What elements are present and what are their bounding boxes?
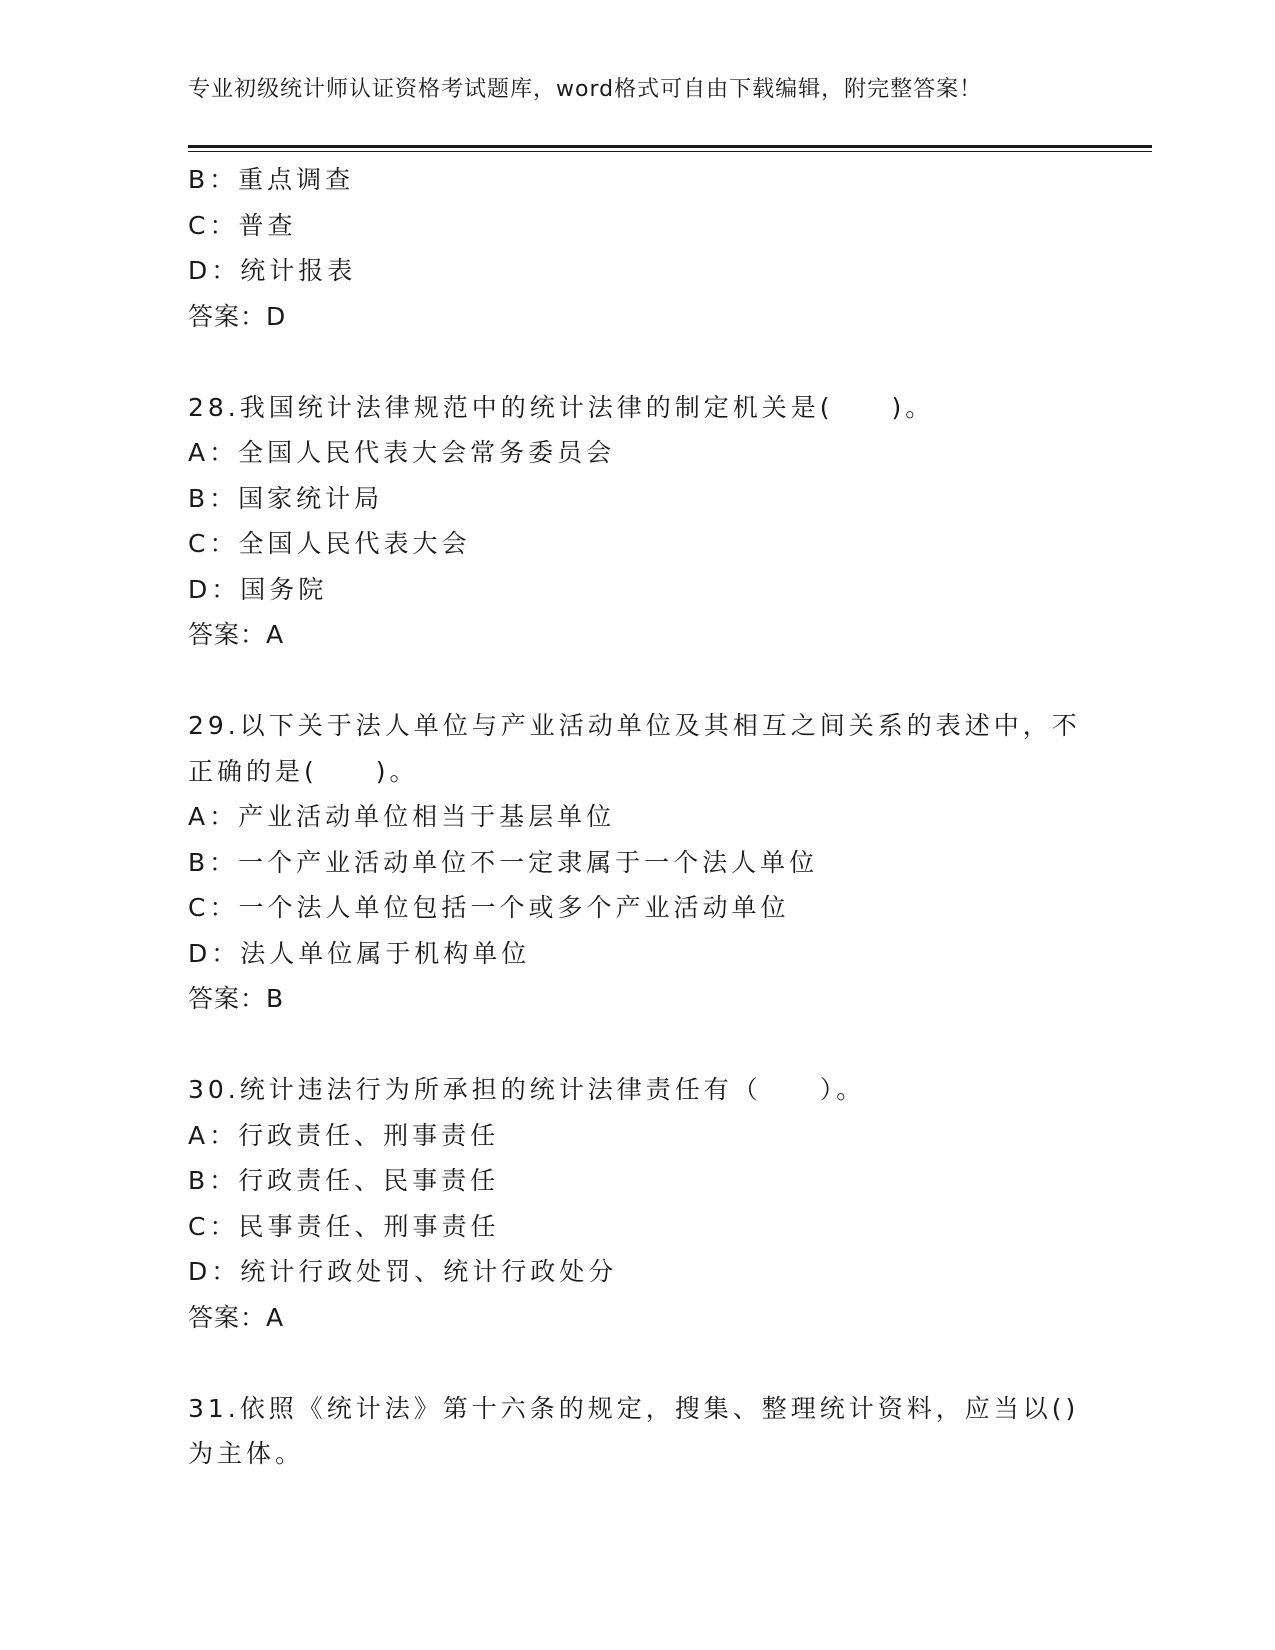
- question-block-28: [188, 385, 1088, 658]
- page-header: 专业初级统计师认证资格考试题库，word格式可自由下载编辑，附完整答案！: [188, 77, 983, 102]
- option-a: A：全国人民代表大会常务委员会: [188, 438, 616, 467]
- option-b: B：国家统计局: [188, 483, 384, 513]
- question-text: 29.以下关于法人单位与产业活动单位及其相互之间关系的表述中，不: [188, 711, 1081, 740]
- answer: 答案：D: [188, 301, 287, 331]
- option-c: C：民事责任、刑事责任: [188, 1211, 500, 1241]
- question-list: [188, 157, 1088, 1477]
- option-d: D：国务院: [188, 574, 328, 604]
- option-b: B：一个产业活动单位不一定隶属于一个法人单位: [188, 847, 819, 877]
- answer: 答案：B: [188, 984, 285, 1013]
- question-text-cont: 正确的是( )。: [188, 756, 419, 786]
- option-d: D：统计行政处罚、统计行政处分: [188, 1257, 618, 1286]
- question-block-27: [188, 157, 1088, 339]
- question-block-31: [188, 1386, 1088, 1477]
- header-rule-thick: [188, 145, 1152, 148]
- option-c: C：普查: [188, 210, 297, 240]
- question-text-cont: 为主体。: [188, 1439, 305, 1468]
- option-b: B：行政责任、民事责任: [188, 1166, 500, 1195]
- answer: 答案：A: [188, 620, 285, 649]
- question-block-30: [188, 1067, 1088, 1340]
- question-text: 30.统计违法行为所承担的统计法律责任有（ ）。: [188, 1075, 866, 1104]
- header-rule-thin: [188, 151, 1152, 152]
- answer: 答案：A: [188, 1302, 285, 1332]
- option-c: C：全国人民代表大会: [188, 529, 471, 558]
- question-text: 28.我国统计法律规范中的统计法律的制定机关是( )。: [188, 392, 935, 422]
- question-block-29: [188, 703, 1088, 1022]
- option-d: D：法人单位属于机构单位: [188, 938, 531, 968]
- option-c: C：一个法人单位包括一个或多个产业活动单位: [188, 893, 790, 922]
- option-a: A：产业活动单位相当于基层单位: [188, 802, 616, 831]
- option-a: A：行政责任、刑事责任: [188, 1120, 500, 1150]
- option-d: D：统计报表: [188, 256, 357, 285]
- option-b: B：重点调查: [188, 165, 355, 194]
- question-text: 31.依照《统计法》第十六条的规定，搜集、整理统计资料，应当以(): [188, 1393, 1080, 1423]
